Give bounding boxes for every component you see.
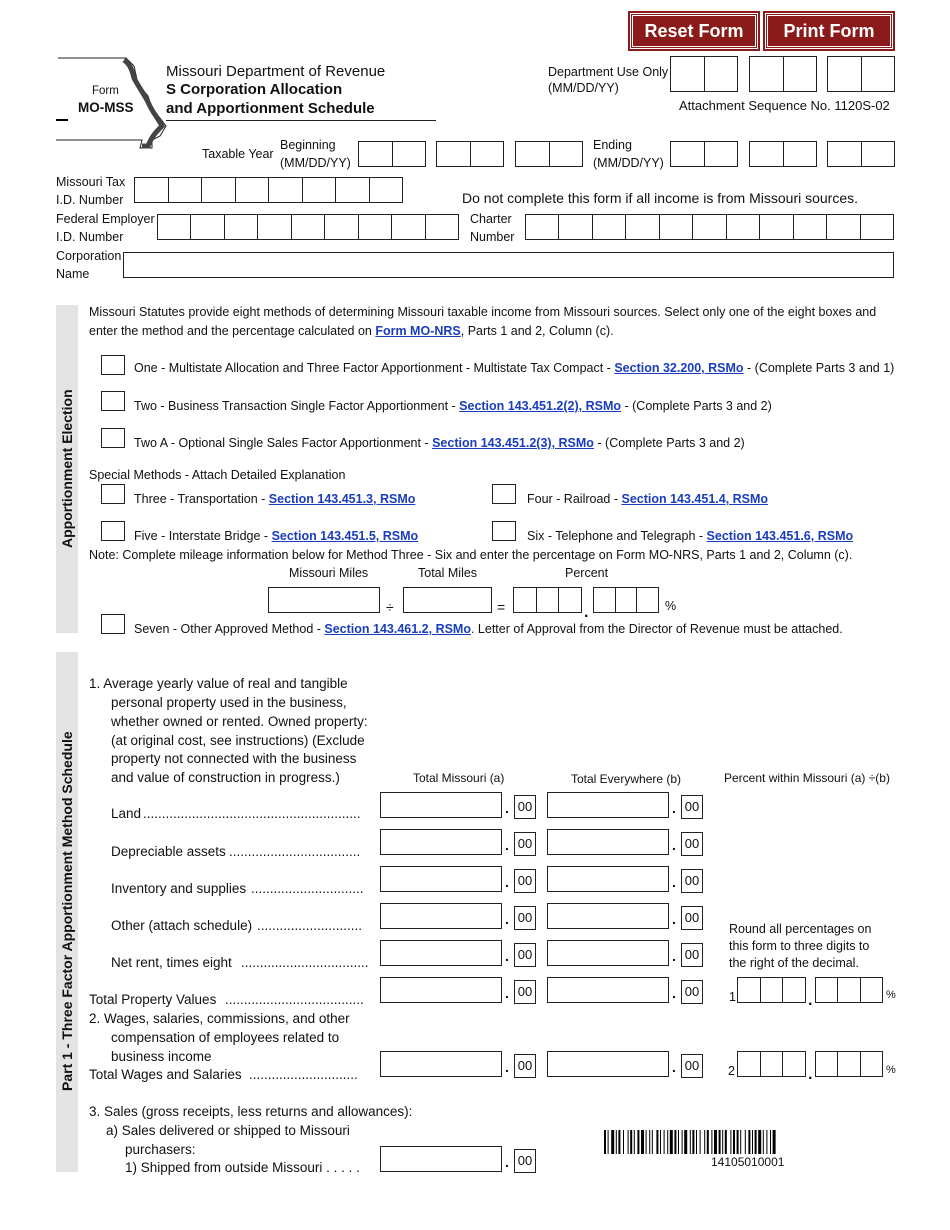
method-three-checkbox[interactable] [101,484,125,504]
form-title-line2: and Apportionment Schedule [166,100,375,117]
ending-year-input[interactable] [827,141,895,167]
mileage-percent-fraction[interactable] [593,587,659,613]
section-143-451-3-link[interactable]: Section 143.451.3, RSMo [268,492,416,506]
reset-form-button[interactable]: Reset Form [630,13,758,49]
beginning-month-input[interactable] [358,141,426,167]
question-3a1-text: 1) Shipped from outside Missouri . . . . . [125,1160,360,1175]
percent-label: Percent [565,566,609,580]
mileage-decimal-point: . [584,604,589,621]
total-miles-label: Total Miles [418,566,478,580]
mileage-percent-sign: % [665,599,677,613]
charter-number-input[interactable] [525,214,894,240]
ending-label: Ending [593,138,632,152]
divide-sign: ÷ [386,599,394,615]
method-three-label: Three - Transportation - Section 143.451.3, RSMo [134,492,416,506]
line-2-percent-whole[interactable] [737,1051,806,1077]
dept-use-label: Department Use Only [548,65,669,79]
dept-use-year [827,56,895,92]
missouri-miles-label: Missouri Miles [289,566,369,580]
election-side-label: Apportionment Election [59,389,75,548]
method-two-checkbox[interactable] [101,391,125,411]
beginning-day-input[interactable] [436,141,504,167]
fein-label-2: I.D. Number [56,230,124,244]
line-1-number: 1 [729,990,736,1004]
form-title-line1: S Corporation Allocation [166,81,343,98]
total-miles-input[interactable] [403,587,492,613]
method-five-label: Five - Interstate Bridge - Section 143.451.5, RSMo [134,529,419,543]
beginning-year-input[interactable] [515,141,583,167]
election-intro-1: Missouri Statutes provide eight methods of determining Missouri taxable income from Missouri sources. Select only one of the eight boxes and [89,305,877,319]
total-property-leader: ..................................... [225,992,364,1007]
col-b-header: Total Everywhere (b) [571,772,682,786]
method-one-checkbox[interactable] [101,355,125,375]
total-property-label: Total Property Values [89,992,217,1007]
ending-format: (MM/DD/YY) [593,156,664,170]
taxable-year-label: Taxable Year [202,147,274,161]
attachment-sequence: Attachment Sequence No. 1120S-02 [679,98,890,113]
section-143-451-4-link[interactable]: Section 143.451.4, RSMo [621,492,769,506]
section-32200-link[interactable]: Section 32.200, RSMo [614,361,744,375]
barcode-number: 14105010001 [711,1155,785,1169]
corp-name-label-2: Name [56,267,90,281]
method-two-a-checkbox[interactable] [101,428,125,448]
dept-use-month [670,56,738,92]
mo-tax-id-label: Missouri Tax [56,175,126,189]
corp-name-label: Corporation [56,249,122,263]
line-2-number: 2 [728,1064,735,1078]
mileage-note: Note: Complete mileage information below for Method Three - Six and enter the percentage on Form MO-NRS, Parts 1 and 2, Column (c). [89,548,853,562]
dept-use-format: (MM/DD/YY) [548,81,619,95]
missouri-sources-notice: Do not complete this form if all income is from Missouri sources. [462,190,859,206]
form-mo-nrs-link[interactable]: Form MO-NRS [375,324,461,338]
barcode [604,1130,894,1154]
method-two-label: Two - Business Transaction Single Factor Apportionment - Section 143.451.2(2), RSMo - (Complete Parts 3 and 2) [134,399,772,413]
question-3a-text-2: purchasers: [125,1142,196,1157]
corporation-name-input[interactable] [123,252,894,278]
line-1-percent-sign: % [886,989,896,1001]
section-143-451-5-link[interactable]: Section 143.451.5, RSMo [271,529,419,543]
method-four-label: Four - Railroad - Section 143.451.4, RSMo [527,492,769,506]
beginning-format: (MM/DD/YY) [280,156,351,170]
method-seven-label: Seven - Other Approved Method - Section 143.461.2, RSMo. Letter of Approval from the Director of Revenue must be attached. [134,622,843,636]
title-underline [166,120,436,121]
form-label: Form [92,85,119,97]
mo-tax-id-input[interactable] [134,177,403,203]
section-143-451-2-3-link[interactable]: Section 143.451.2(3), RSMo [432,436,594,450]
fein-input[interactable] [157,214,459,240]
ending-month-input[interactable] [670,141,738,167]
ending-day-input[interactable] [749,141,817,167]
mo-tax-id-label-2: I.D. Number [56,193,124,207]
election-intro-2: enter the method and the percentage calculated on Form MO-NRS, Parts 1 and 2, Column (c). [89,324,614,338]
method-six-label: Six - Telephone and Telegraph - Section 143.451.6, RSMo [527,529,854,543]
question-3a-text: a) Sales delivered or shipped to Missouri [106,1123,350,1138]
equals-sign: = [497,599,506,615]
section-143-451-6-link[interactable]: Section 143.451.6, RSMo [706,529,854,543]
method-two-a-label: Two A - Optional Single Sales Factor Apportionment - Section 143.451.2(3), RSMo - (Complete Parts 3 and 2) [134,436,745,450]
method-five-checkbox[interactable] [101,521,125,541]
mileage-percent-whole[interactable] [513,587,582,613]
line-1-percent-fraction[interactable] [815,977,883,1003]
special-methods-label: Special Methods - Attach Detailed Explanation [89,468,346,482]
part1-side-label: Part 1 - Three Factor Apportionment Method Schedule [59,731,75,1091]
missouri-miles-input[interactable] [268,587,380,613]
fein-label: Federal Employer [56,212,155,226]
section-143-461-2-link[interactable]: Section 143.461.2, RSMo [324,622,471,636]
method-four-checkbox[interactable] [492,484,516,504]
total-wages-leader: ............................. [249,1067,358,1082]
total-wages-label: Total Wages and Salaries [89,1067,242,1082]
line-2-percent-fraction[interactable] [815,1051,883,1077]
col-a-header: Total Missouri (a) [413,771,505,785]
form-number: MO-MSS [78,100,134,115]
line-2-percent-sign: % [886,1064,896,1076]
beginning-label: Beginning [280,138,336,152]
question-3-text: 3. Sales (gross receipts, less returns and allowances): [89,1104,413,1119]
line-2-decimal: . [808,1066,813,1083]
method-one-label: One - Multistate Allocation and Three Factor Apportionment - Multistate Tax Compact - Section 32.200, RSMo - (Complete Parts 3 and 1) [134,361,895,375]
dept-use-day [749,56,817,92]
section-143-451-2-2-link[interactable]: Section 143.451.2(2), RSMo [459,399,622,413]
department-name: Missouri Department of Revenue [166,63,386,80]
line-1-decimal: . [808,992,813,1009]
line-1-percent-whole[interactable] [737,977,806,1003]
col-c-header: Percent within Missouri (a) ÷(b) [724,771,890,785]
charter-label-2: Number [470,230,515,244]
charter-label: Charter [470,212,512,226]
method-seven-checkbox[interactable] [101,614,125,634]
print-form-button[interactable]: Print Form [765,13,893,49]
method-six-checkbox[interactable] [492,521,516,541]
